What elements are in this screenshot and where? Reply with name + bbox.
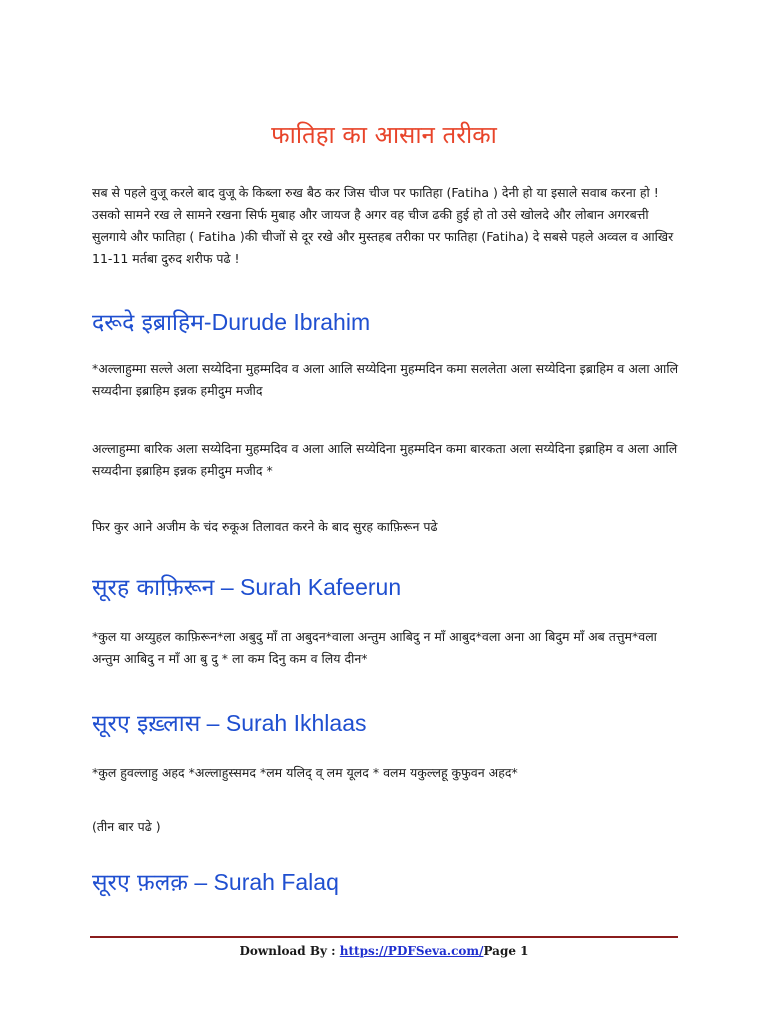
footer-divider [90, 936, 678, 938]
instruction-paragraph: फिर कुर आने अजीम के चंद रुकूअ तिलावत करने के बाद सुरह काफ़िरून पढे [92, 519, 438, 534]
heading-english: – Surah Kafeerun [214, 574, 402, 600]
heading-surah-falaq [92, 865, 339, 897]
page-title: फातिहा का आसान तरीका [271, 121, 497, 149]
durood-paragraph-1: *अल्लाहुम्मा सल्ले अला सय्येदिना मुहम्मदिव व अला आलि सय्येदिना मुहम्मदिन कमा सललेता अला सय्येदिना इब्राहिम व अला आलि सय्यदीना इब्राहिम इन्नक हमीदुम मजीद [92, 361, 679, 398]
heading-hindi: सूरह काफ़िरून [92, 575, 215, 601]
footer-page-number: Page 1 [483, 944, 529, 958]
surah-kafeerun-text: *कुल या अय्युहल काफ़िरून*ला अबुदु माँ ता अबुदन*वाला अन्तुम आबिदु न माँ आबुद*वला अना आ बिदुम माँ अब तत्तुम*वला अन्तुम आबिदु न माँ आ बु दु * ला कम दिनु कम व लिय दीन* [92, 629, 657, 666]
heading-hindi: सूरए इख़्लास [92, 711, 201, 737]
heading-english: – Surah Ikhlaas [200, 710, 367, 736]
page-footer [0, 944, 768, 958]
heading-surah-ikhlaas [92, 706, 367, 738]
intro-paragraph: सब से पहले वुजू करले बाद वुजू के किब्ला रुख बैठ कर जिस चीज पर फातिहा (Fatiha ) देनी हो या इसाले सवाब करना हो ! उसको सामने रख ले सामने रखना सिर्फ मुबाह और जायज है अगर वह चीज ढकी हुई हो तो उसे खोलदे और लोबान अगरबत्ती सुलगाये और फातिहा ( Fatiha )की चीजों से दूर रखे और मुस्तहब तरीका पर फातिहा (Fatiha) दे सबसे पहले अव्वल व आखिर 11-11 मर्तबा दुरुद शरीफ पढे ! [92, 185, 674, 266]
heading-durude-ibrahim [92, 305, 370, 337]
heading-english: -Durude Ibrahim [203, 309, 371, 335]
footer-link[interactable]: https://PDFSeva.com/ [339, 944, 484, 958]
heading-hindi: सूरए फ़लक़ [92, 870, 188, 896]
heading-surah-kafeerun [92, 570, 401, 602]
heading-english: – Surah Falaq [187, 869, 339, 895]
footer-prefix: Download By : [239, 944, 340, 958]
heading-hindi: दरूदे इब्राहिम [92, 310, 204, 336]
surah-ikhlaas-text: *कुल हुवल्लाहु अहद *अल्लाहुस्समद *लम यलिद् व् लम यूलद * वलम यकुल्लहू कुफुवन अहद* [92, 765, 518, 780]
repeat-note: (तीन बार पढे ) [92, 819, 161, 834]
durood-paragraph-2: अल्लाहुम्मा बारिक अला सय्येदिना मुहम्मदिव व अला आलि सय्येदिना मुहम्मदिन कमा बारकता अला सय्येदिना इब्राहिम व अला आलि सय्यदीना इब्राहिम इन्नक हमीदुम मजीद * [92, 441, 678, 478]
